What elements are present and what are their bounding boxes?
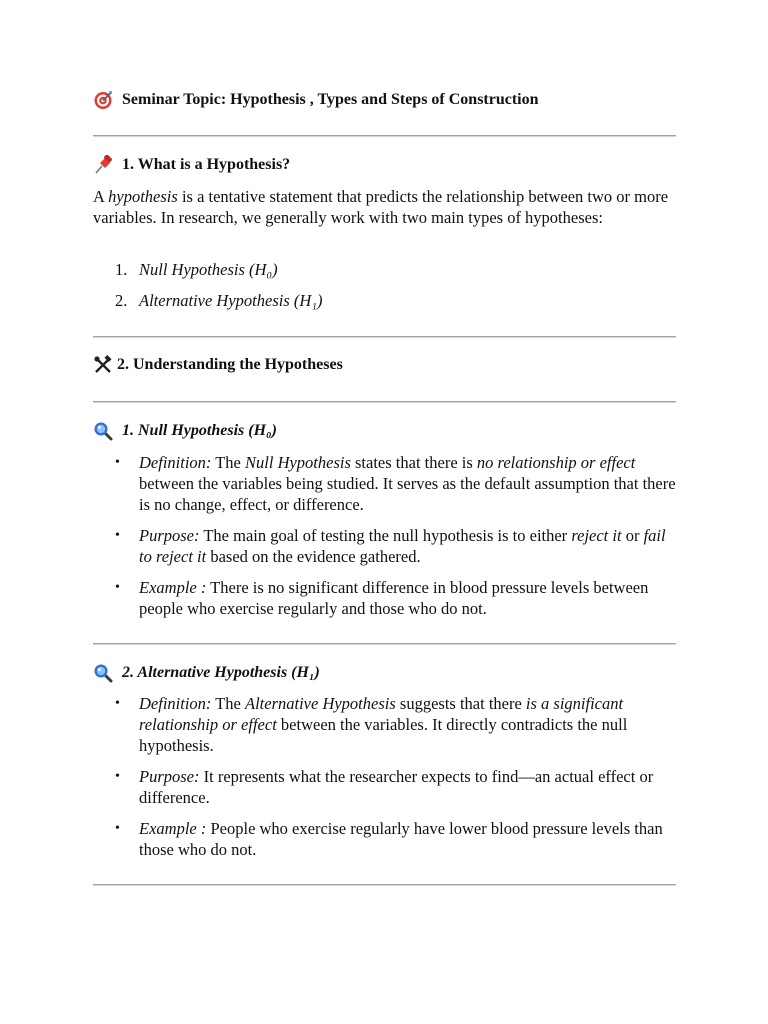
divider <box>93 884 676 886</box>
list-item: • Example : People who exercise regularly have lower blood pressure levels than those who do not. <box>93 818 676 860</box>
title-text: Seminar Topic: Hypothesis , Types and Steps of Construction <box>122 91 539 108</box>
intro-paragraph: A hypothesis is a tentative statement that predicts the relationship between two or more variables. In research, we generally work with two main types of hypotheses: <box>93 187 669 227</box>
divider <box>93 643 676 645</box>
null-hypothesis-heading <box>93 421 277 441</box>
tools-icon <box>93 355 113 375</box>
list-item: • Purpose: It represents what the researcher expects to find—an actual effect or difference. <box>93 766 676 808</box>
list-item: 2. Alternative Hypothesis (H₁) <box>115 291 323 310</box>
list-item: • Example : There is no significant difference in blood pressure levels between people who exercise regularly and those who do not. <box>93 577 676 619</box>
alternative-hypothesis-heading <box>93 663 320 683</box>
section-heading-text: 1. What is a Hypothesis? <box>122 156 291 173</box>
divider <box>93 135 676 137</box>
section-heading-text: 2. Understanding the Hypotheses <box>117 356 343 373</box>
alternative-heading-text: 2. Alternative Hypothesis (H₁) <box>122 664 320 681</box>
target-icon <box>93 90 113 110</box>
document-title <box>93 90 539 110</box>
section-heading-what-is <box>93 155 290 175</box>
divider <box>93 336 676 338</box>
list-item: • Definition: The Null Hypothesis states that there is no relationship or effect between the variables being studied. It serves as the default assumption that there is no change, effect, or difference. <box>93 452 676 515</box>
section-heading-understanding <box>93 355 343 375</box>
alternative-hypothesis-list <box>93 693 676 860</box>
list-item: 1. Null Hypothesis (H₀) <box>115 260 278 279</box>
list-item: • Definition: The Alternative Hypothesis suggests that there is a significant relationship or effect between the variables. It directly contradicts the null hypothesis. <box>93 693 676 756</box>
hypothesis-types-list <box>93 259 676 311</box>
pushpin-icon <box>93 155 113 175</box>
null-hypothesis-list <box>93 452 676 619</box>
magnifier-icon <box>93 663 113 683</box>
magnifier-icon <box>93 421 113 441</box>
null-heading-text: 1. Null Hypothesis (H₀) <box>122 422 277 439</box>
divider <box>93 401 676 403</box>
list-item: • Purpose: The main goal of testing the null hypothesis is to either reject it or fail to reject it based on the evidence gathered. <box>93 525 676 567</box>
